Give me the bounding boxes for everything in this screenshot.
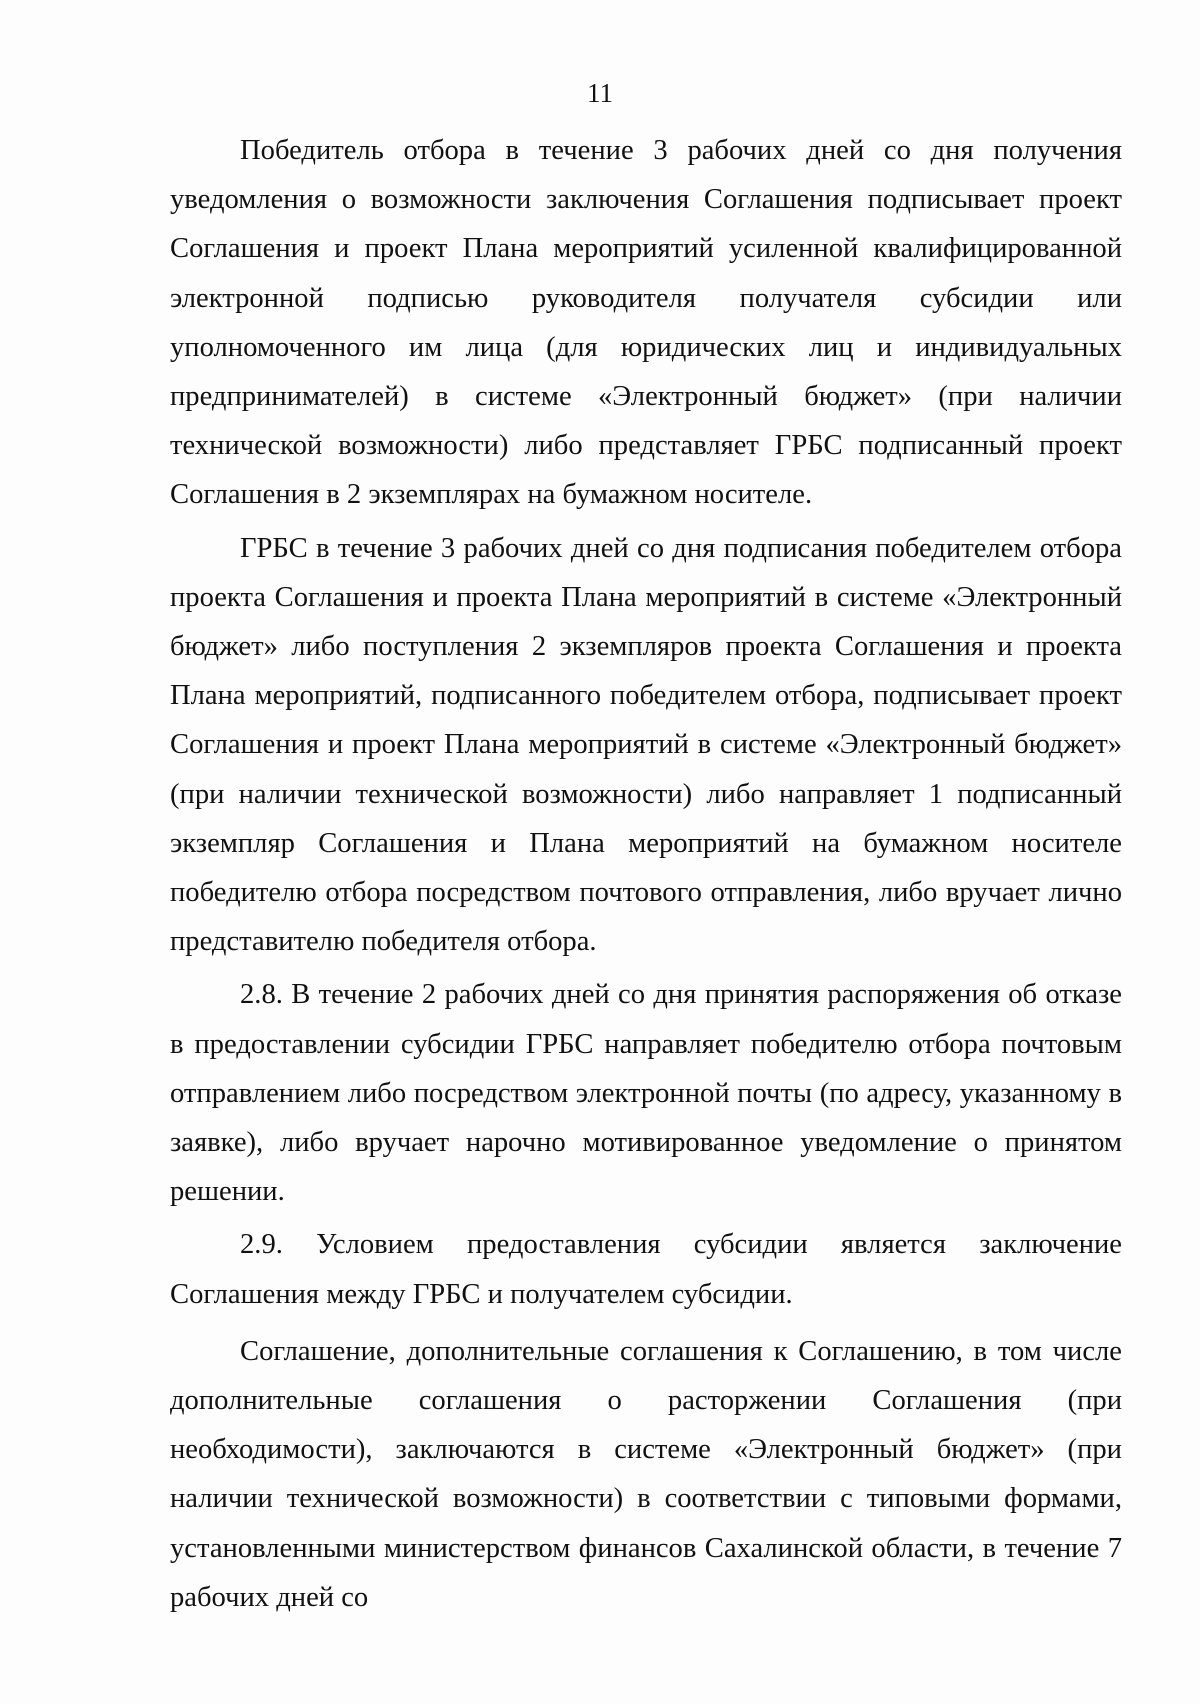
page-number: 11 bbox=[587, 78, 613, 108]
paragraph-2-8-refusal: 2.8. В течение 2 рабочих дней со дня принятия распоряжения об отказе в предоставлении субсидии ГРБС направляет победителю отбора почтовым отправлением либо посредством электронной почты (по адресу, указанному в заявке), либо вручает нарочно мотивированное уведомление о принятом решении. bbox=[170, 979, 1122, 1208]
document-body bbox=[170, 126, 1122, 1622]
paragraph-winner-signing: Победитель отбора в течение 3 рабочих дней со дня получения уведомления о возможности заключения Соглашения подписывает проект Соглашения и проект Плана мероприятий усиленной квалифицированной электронной подписью руководителя получателя субсидии или уполномоченного им лица (для юридических лиц и индивидуальных предпринимателей) в системе «Электронный бюджет» (при наличии технической возможности) либо представляет ГРБС подписанный проект Соглашения в 2 экземплярах на бумажном носителе. bbox=[170, 135, 1122, 511]
paragraph-grbs-signing: ГРБС в течение 3 рабочих дней со дня подписания победителем отбора проекта Соглашения и проекта Плана мероприятий в системе «Электронный бюджет» либо поступления 2 экземпляров проекта Соглашения и проекта Плана мероприятий, подписанного победителем отбора, подписывает проект Соглашения и проект Плана мероприятий в системе «Электронный бюджет» (при наличии технической возможности) либо направляет 1 подписанный экземпляр Соглашения и Плана мероприятий на бумажном носителе победителю отбора посредством почтового отправления, либо вручает лично представителю победителя отбора. bbox=[170, 532, 1122, 958]
paragraph-2-9-condition: 2.9. Условием предоставления субсидии является заключение Соглашения между ГРБС и получателем субсидии. bbox=[170, 1229, 1122, 1310]
paragraph-agreement-conclusion: Соглашение, дополнительные соглашения к Соглашению, в том числе дополнительные соглашения о расторжении Соглашения (при необходимости), заключаются в системе «Электронный бюджет» (при наличии технической возможности) в соответствии с типовыми формами, установленными министерством финансов Сахалинской области, в течение 7 рабочих дней со bbox=[170, 1335, 1122, 1613]
